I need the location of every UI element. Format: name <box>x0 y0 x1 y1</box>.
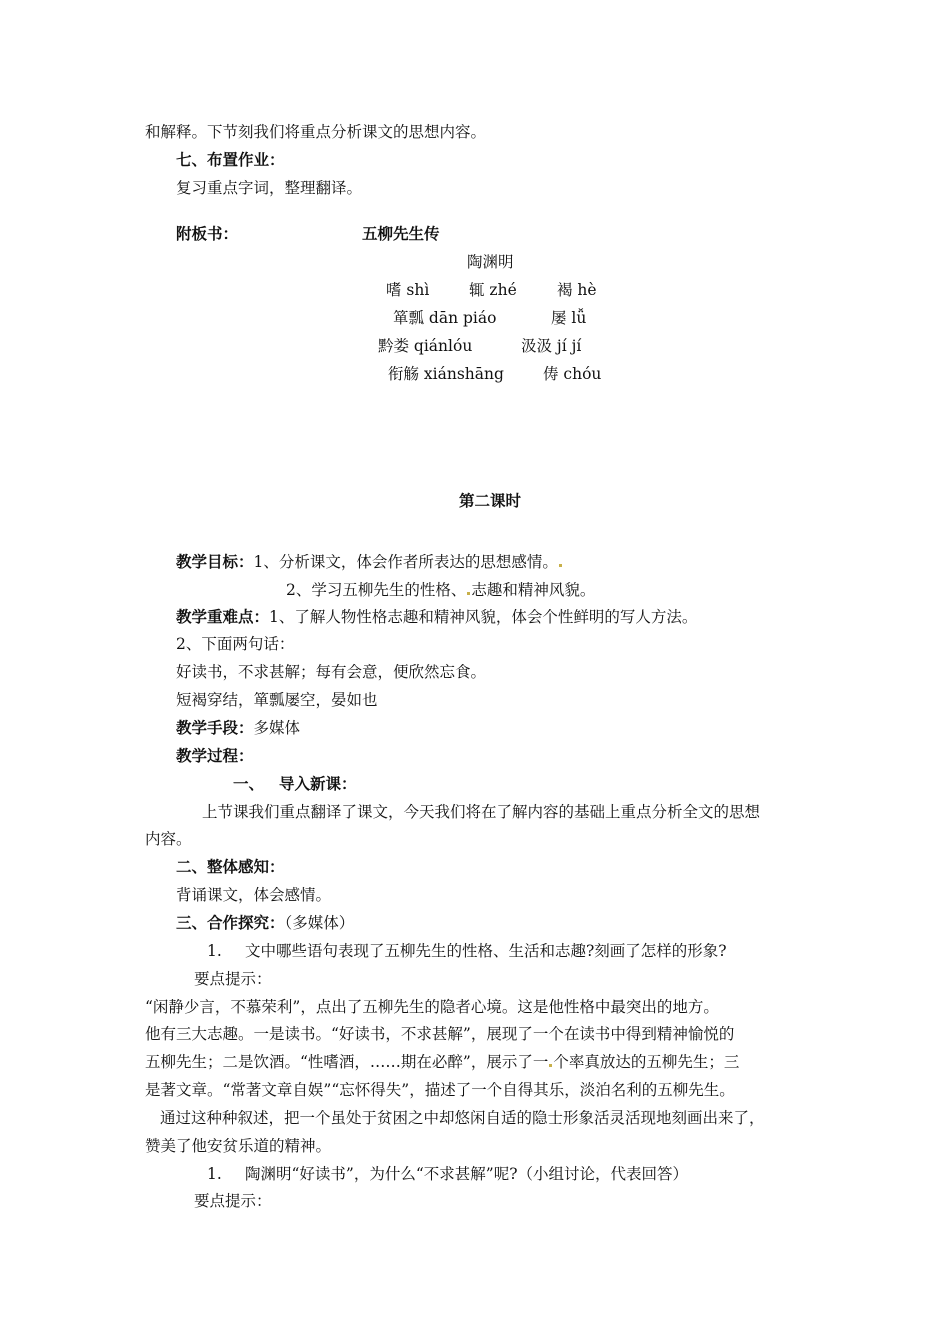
quote-1: 好读书，不求甚解；每有会意，便欣然忘食。 <box>176 663 487 681</box>
focus-line <box>176 607 697 627</box>
board-vocab-item: 汲汲 jí jí <box>521 337 582 355</box>
board-vocab-item: 俦 chóu <box>543 365 602 383</box>
step2-text: 背诵课文，体会感情。 <box>176 886 332 904</box>
lesson-title: 第二课时 <box>459 491 522 510</box>
step3-line <box>176 913 354 933</box>
question-2-text: 陶渊明“好读书”，为什么“不求甚解”呢?（小组讨论，代表回答） <box>245 1165 689 1183</box>
board-author: 陶渊明 <box>467 253 514 271</box>
answer-line-3 <box>145 1052 739 1072</box>
mark-dot <box>549 1064 552 1067</box>
answer-line-3b: 个率真放达的五柳先生；三 <box>553 1053 740 1071</box>
board-vocab-item: 辄 zhé <box>469 281 517 299</box>
board-label: 附板书： <box>176 224 239 243</box>
homework-text: 复习重点字词，整理翻译。 <box>176 179 363 197</box>
question-2-number: 1. <box>207 1165 222 1183</box>
step1-text-1: 上节课我们重点翻译了课文，今天我们将在了解内容的基础上重点分析全文的思想 <box>202 803 761 821</box>
process-label: 教学过程： <box>176 746 254 765</box>
step3-note: （多媒体） <box>284 914 355 932</box>
homework-heading: 七、布置作业： <box>176 150 285 169</box>
goal-2a: 2、学习五柳先生的性格、 <box>286 581 467 599</box>
step1-text-2: 内容。 <box>145 830 192 848</box>
answer-line-1: “闲静少言，不慕荣利”，点出了五柳先生的隐者心境。这是他性格中最突出的地方。 <box>145 998 719 1016</box>
step2-title: 二、整体感知： <box>176 857 285 876</box>
board-vocab-item: 褐 hè <box>557 281 597 299</box>
focus-2: 2、下面两句话： <box>176 635 295 653</box>
board-vocab-item: 嗜 shì <box>386 281 430 299</box>
means-label: 教学手段： <box>176 718 254 737</box>
step1-title: 导入新课： <box>279 774 357 793</box>
means-line <box>176 718 300 738</box>
board-vocab-item: 屡 lǚ <box>551 309 587 327</box>
answer-line-2: 他有三大志趣。一是读书。“好读书，不求甚解”，展现了一个在读书中得到精神愉悦的 <box>145 1025 735 1043</box>
goal-1: 1、分析课文，体会作者所表达的思想感情。 <box>253 553 558 571</box>
answer-line-3a: 五柳先生；二是饮酒。“性嗜酒，……期在必醉”，展示了一 <box>145 1053 549 1071</box>
hint-label: 要点提示： <box>194 970 272 988</box>
goals-line-2 <box>286 580 595 600</box>
goals-label: 教学目标： <box>176 552 254 571</box>
quote-2: 短褐穿结，箪瓢屡空，晏如也 <box>176 691 378 709</box>
means-value: 多媒体 <box>253 719 301 737</box>
step1-number: 一、 <box>233 774 265 793</box>
answer-line-4: 是著文章。“常著文章自娱”“忘怀得失”，描述了一个自得其乐，淡泊名利的五柳先生。 <box>145 1081 735 1099</box>
intro-line: 和解释。下节刻我们将重点分析课文的思想内容。 <box>145 123 487 141</box>
board-title: 五柳先生传 <box>362 224 440 243</box>
step3-title: 三、合作探究： <box>176 913 285 932</box>
board-vocab-item: 黔娄 qiánlóu <box>378 337 473 355</box>
question-1-number: 1. <box>207 942 222 960</box>
goal-2b: 志趣和精神风貌。 <box>471 581 596 599</box>
focus-1: 1、了解人物性格志趣和精神风貌，体会个性鲜明的写人方法。 <box>269 608 698 626</box>
board-vocab-item: 箪瓢 dān piáo <box>393 309 497 327</box>
hint-label-2: 要点提示： <box>194 1192 272 1210</box>
goals-line-1 <box>176 552 563 572</box>
focus-label: 教学重难点： <box>176 607 270 626</box>
question-1-text: 文中哪些语句表现了五柳先生的性格、生活和志趣?刻画了怎样的形象? <box>245 942 727 960</box>
mark-dot <box>559 564 562 567</box>
answer-line-5: 通过这种种叙述，把一个虽处于贫困之中却悠闲自适的隐士形象活灵活现地刻画出来了， <box>160 1109 765 1127</box>
board-vocab-item: 衔觞 xiánshāng <box>388 365 504 383</box>
mark-dot <box>467 592 470 595</box>
answer-line-6: 赞美了他安贫乐道的精神。 <box>145 1137 332 1155</box>
